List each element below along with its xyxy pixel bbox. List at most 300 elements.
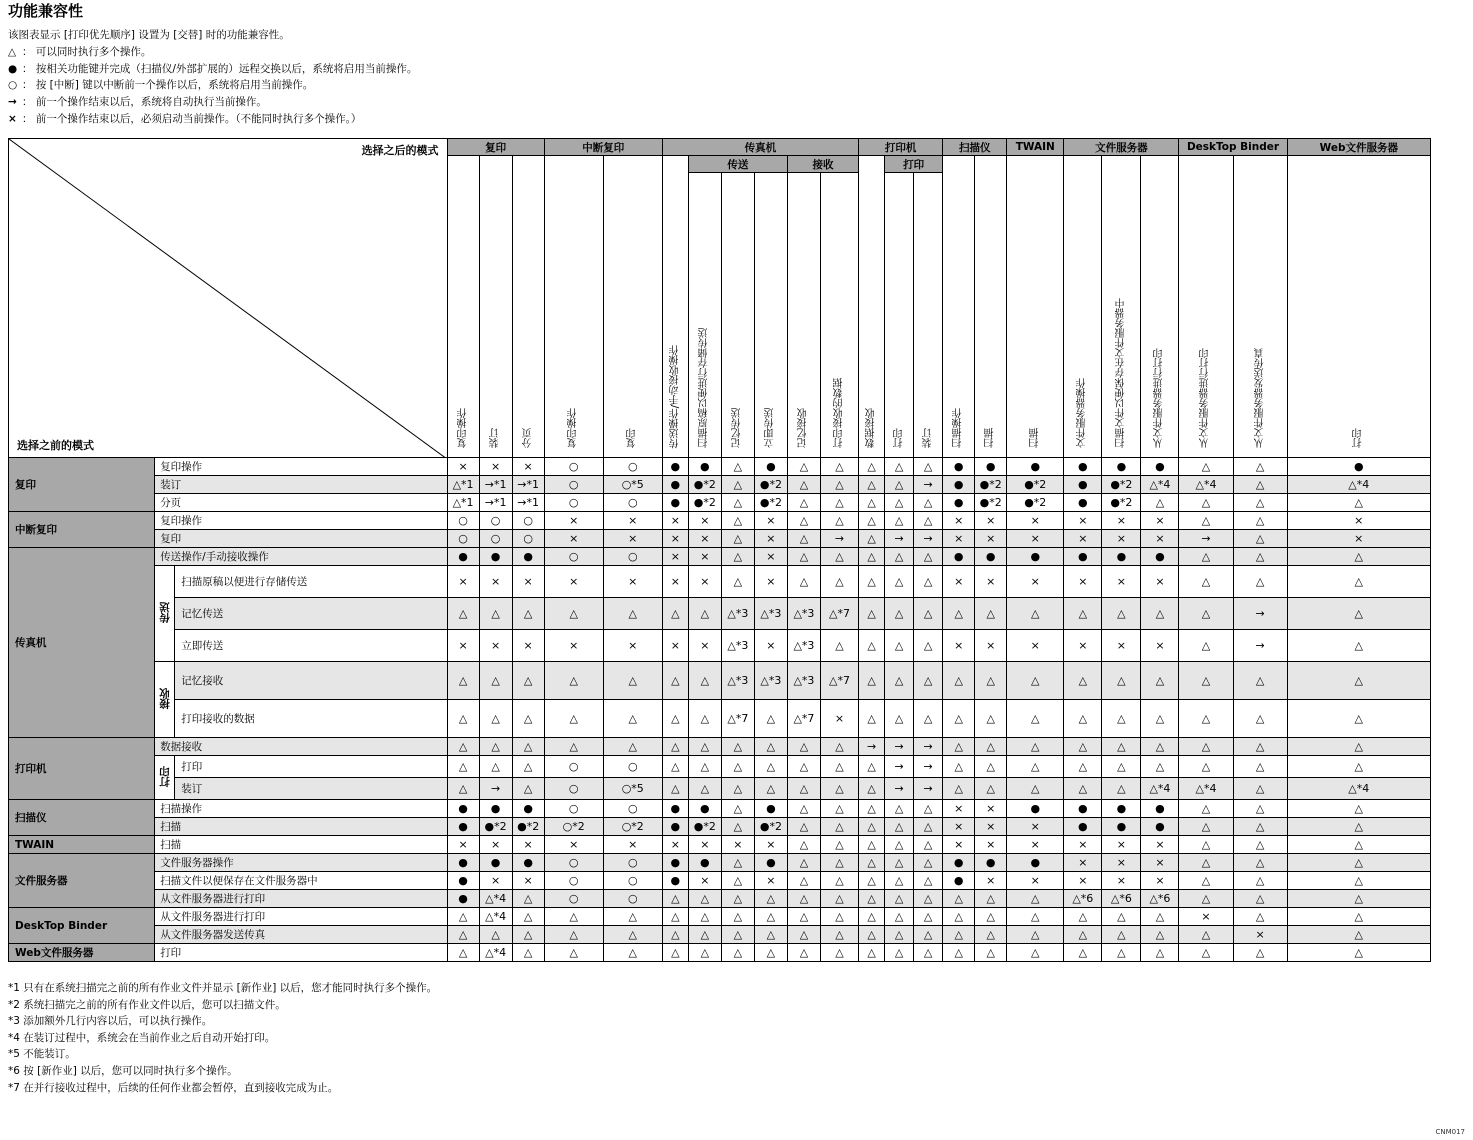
- compat-cell: △: [1287, 738, 1430, 756]
- compat-cell: △: [1141, 494, 1179, 512]
- compat-cell: ×: [1102, 530, 1141, 548]
- compat-cell: ×: [603, 512, 662, 530]
- compat-cell: ○: [544, 458, 603, 476]
- compat-cell: △*4: [1287, 778, 1430, 800]
- compat-cell: △: [1233, 778, 1287, 800]
- compat-cell: △: [859, 566, 885, 598]
- table-row: [9, 818, 1431, 836]
- compat-cell: △: [787, 944, 820, 962]
- compat-cell: △: [512, 598, 544, 630]
- compat-cell: →*1: [512, 494, 544, 512]
- compat-cell: △: [721, 800, 754, 818]
- compat-cell: ○*2: [544, 818, 603, 836]
- compat-cell: △: [721, 756, 754, 778]
- compat-cell: ●*2: [688, 818, 721, 836]
- compat-cell: △: [1064, 738, 1102, 756]
- compat-cell: △: [885, 944, 914, 962]
- compat-cell: △: [1007, 756, 1064, 778]
- row-label: 记忆传送: [175, 598, 447, 630]
- group-copy: 复印: [447, 139, 544, 156]
- row-label: 扫描: [155, 836, 447, 854]
- compat-cell: △: [787, 738, 820, 756]
- compat-cell: △: [1179, 738, 1233, 756]
- compat-cell: ●: [662, 800, 688, 818]
- compat-cell: ●: [662, 854, 688, 872]
- compat-cell: △: [820, 908, 858, 926]
- compat-cell: ○: [544, 800, 603, 818]
- compat-cell: △: [544, 926, 603, 944]
- compat-cell: ●: [1141, 548, 1179, 566]
- compat-cell: ○: [447, 512, 479, 530]
- row-label: 打印接收的数据: [175, 700, 447, 738]
- compat-cell: △*4: [1141, 778, 1179, 800]
- compat-cell: △: [914, 800, 943, 818]
- compat-cell: ●: [662, 458, 688, 476]
- compat-cell: ●: [1007, 800, 1064, 818]
- compat-cell: ×: [512, 836, 544, 854]
- row-label: 立即传送: [175, 630, 447, 662]
- compat-cell: △: [721, 890, 754, 908]
- compat-cell: ×: [662, 548, 688, 566]
- row-label: 文件服务器操作: [155, 854, 447, 872]
- compat-cell: △: [859, 476, 885, 494]
- compat-cell: △*6: [1064, 890, 1102, 908]
- compat-cell: ×: [1064, 566, 1102, 598]
- compat-cell: △: [662, 944, 688, 962]
- compat-cell: △*1: [447, 494, 479, 512]
- compat-cell: △: [820, 872, 858, 890]
- compat-cell: △: [975, 738, 1007, 756]
- compat-cell: △: [787, 778, 820, 800]
- compat-cell: △: [1102, 778, 1141, 800]
- compat-cell: △: [1287, 872, 1430, 890]
- compat-cell: △: [885, 598, 914, 630]
- legend-item: → ： 前一个操作结束以后，系统将自动执行当前操作。: [8, 94, 417, 111]
- compat-cell: △: [787, 854, 820, 872]
- compat-cell: △: [603, 944, 662, 962]
- compat-cell: ○: [544, 778, 603, 800]
- compat-cell: △: [1007, 662, 1064, 700]
- compat-cell: △: [1233, 494, 1287, 512]
- compat-cell: ×: [754, 512, 787, 530]
- compat-cell: △: [1102, 700, 1141, 738]
- compat-cell: ●: [512, 800, 544, 818]
- compat-cell: ●: [447, 800, 479, 818]
- compat-cell: △: [662, 926, 688, 944]
- compat-cell: ×: [447, 630, 479, 662]
- compat-cell: ●: [1287, 458, 1430, 476]
- compat-cell: △: [859, 700, 885, 738]
- compat-cell: △: [1233, 872, 1287, 890]
- compat-cell: △: [859, 494, 885, 512]
- compat-cell: ○*2: [603, 818, 662, 836]
- compat-cell: ●: [688, 458, 721, 476]
- compat-cell: ○: [544, 494, 603, 512]
- group-web: Web文件服务器: [1287, 139, 1430, 156]
- group-scanner: 扫描仪: [943, 139, 1007, 156]
- compat-cell: △: [820, 818, 858, 836]
- compat-cell: △: [447, 662, 479, 700]
- compat-cell: △: [721, 778, 754, 800]
- compat-cell: △: [1179, 756, 1233, 778]
- compat-cell: ●: [479, 548, 512, 566]
- compat-cell: △: [512, 890, 544, 908]
- compat-cell: △: [688, 700, 721, 738]
- compat-cell: ×: [1102, 854, 1141, 872]
- row-group-label: TWAIN: [9, 836, 155, 854]
- col-header: 打印: [885, 173, 914, 458]
- compat-cell: ●: [479, 800, 512, 818]
- compat-cell: △: [1233, 818, 1287, 836]
- col-header: 从文件服务器进行打印: [1179, 156, 1233, 458]
- compat-cell: △*3: [721, 662, 754, 700]
- compat-cell: ●*2: [754, 476, 787, 494]
- compat-cell: △: [1007, 926, 1064, 944]
- compat-cell: △: [1179, 854, 1233, 872]
- compat-cell: △: [820, 944, 858, 962]
- table-row: [9, 598, 1431, 630]
- compat-cell: △: [787, 818, 820, 836]
- compat-cell: ●: [1064, 800, 1102, 818]
- compat-cell: ●: [447, 854, 479, 872]
- compat-cell: △: [820, 548, 858, 566]
- compat-cell: △*6: [1102, 890, 1141, 908]
- cross-icon: ×: [8, 112, 17, 125]
- compat-cell: △: [544, 598, 603, 630]
- compat-cell: △: [914, 926, 943, 944]
- compat-cell: ○: [544, 872, 603, 890]
- compat-cell: ●*2: [1102, 494, 1141, 512]
- compat-cell: △*4: [1179, 778, 1233, 800]
- compat-cell: △: [1141, 598, 1179, 630]
- table-row: [9, 872, 1431, 890]
- compat-cell: ●*2: [975, 494, 1007, 512]
- compat-cell: ×: [975, 800, 1007, 818]
- compat-cell: △: [512, 662, 544, 700]
- row-label: 装订: [175, 778, 447, 800]
- compat-cell: ×: [447, 836, 479, 854]
- compat-cell: ●: [447, 548, 479, 566]
- compat-cell: →*1: [479, 494, 512, 512]
- compat-cell: ●: [943, 854, 975, 872]
- row-subgroup-label: 传送: [155, 566, 175, 662]
- table-row: [9, 458, 1431, 476]
- row-label: 传送操作/手动接收操作: [155, 548, 447, 566]
- compat-cell: △: [859, 662, 885, 700]
- compat-cell: ×: [1141, 630, 1179, 662]
- compat-cell: △: [885, 458, 914, 476]
- compat-cell: ×: [1102, 872, 1141, 890]
- legend-intro: 该图表显示 [打印优先顺序] 设置为 [交替] 时的功能兼容性。: [8, 29, 290, 41]
- compat-cell: ●: [1102, 548, 1141, 566]
- compat-cell: △: [859, 944, 885, 962]
- compat-cell: ×: [943, 818, 975, 836]
- compat-cell: →: [859, 738, 885, 756]
- compat-cell: ×: [662, 512, 688, 530]
- table-row: [9, 800, 1431, 818]
- compat-cell: →: [1233, 598, 1287, 630]
- col-header: 文件服务器操作: [1064, 156, 1102, 458]
- compat-cell: △: [1287, 566, 1430, 598]
- compat-cell: △: [1102, 756, 1141, 778]
- compat-cell: △: [662, 778, 688, 800]
- compat-cell: ○: [544, 756, 603, 778]
- compatibility-table: [8, 138, 1431, 962]
- compat-cell: ×: [688, 566, 721, 598]
- table-row: [9, 662, 1431, 700]
- table-row: [9, 926, 1431, 944]
- table-row: [9, 630, 1431, 662]
- compat-cell: △: [1233, 738, 1287, 756]
- row-label: 从文件服务器进行打印: [155, 908, 447, 926]
- compat-cell: ●: [1102, 458, 1141, 476]
- compat-cell: △: [544, 944, 603, 962]
- compat-cell: →: [1179, 530, 1233, 548]
- compat-cell: △: [1007, 700, 1064, 738]
- compat-cell: △: [914, 890, 943, 908]
- col-header: 分页: [512, 156, 544, 458]
- compat-cell: △: [885, 800, 914, 818]
- compat-cell: △*3: [721, 598, 754, 630]
- compat-cell: ×: [688, 872, 721, 890]
- compat-cell: ●: [447, 818, 479, 836]
- compat-cell: △: [447, 738, 479, 756]
- table-row: [9, 476, 1431, 494]
- compat-cell: △: [914, 494, 943, 512]
- table-body: [9, 458, 1431, 962]
- after-mode-label: 选择之后的模式: [361, 144, 439, 157]
- col-header: 扫描原稿以便进行存储传送: [688, 173, 721, 458]
- compat-cell: ×: [1007, 512, 1064, 530]
- compat-cell: △: [512, 738, 544, 756]
- compat-cell: △: [914, 908, 943, 926]
- compat-cell: △: [1287, 890, 1430, 908]
- compat-cell: ○: [603, 458, 662, 476]
- compat-cell: △*4: [1141, 476, 1179, 494]
- row-label: 打印: [155, 944, 447, 962]
- compat-cell: △: [447, 700, 479, 738]
- compat-cell: △: [754, 756, 787, 778]
- col-header: 立即传送: [754, 173, 787, 458]
- row-label: 扫描: [155, 818, 447, 836]
- compat-cell: →: [914, 778, 943, 800]
- compat-cell: △*1: [447, 476, 479, 494]
- compat-cell: △: [820, 800, 858, 818]
- compat-cell: △: [721, 530, 754, 548]
- compat-cell: △: [662, 700, 688, 738]
- compat-cell: ○: [544, 890, 603, 908]
- compat-cell: △: [787, 756, 820, 778]
- compat-cell: ●*2: [1007, 476, 1064, 494]
- compat-cell: △: [688, 756, 721, 778]
- compat-cell: △: [859, 778, 885, 800]
- compat-cell: ×: [943, 530, 975, 548]
- col-header: 扫描: [975, 156, 1007, 458]
- compat-cell: ×: [943, 566, 975, 598]
- compat-cell: △: [1007, 908, 1064, 926]
- compat-cell: ×: [544, 512, 603, 530]
- compat-cell: △: [859, 926, 885, 944]
- compat-cell: ●: [447, 872, 479, 890]
- compat-cell: △: [512, 700, 544, 738]
- table-row: [9, 836, 1431, 854]
- compat-cell: △: [1233, 800, 1287, 818]
- compat-cell: ×: [754, 872, 787, 890]
- compat-cell: ●: [662, 818, 688, 836]
- compat-cell: ×: [754, 836, 787, 854]
- compat-cell: ×: [512, 566, 544, 598]
- compat-cell: △: [859, 598, 885, 630]
- compat-cell: ●*2: [975, 476, 1007, 494]
- compat-cell: △: [914, 598, 943, 630]
- compat-cell: △: [820, 854, 858, 872]
- row-label: 数据接收: [155, 738, 447, 756]
- compat-cell: ×: [544, 630, 603, 662]
- compat-cell: △: [1233, 476, 1287, 494]
- compat-cell: △: [787, 890, 820, 908]
- compat-cell: ○: [603, 890, 662, 908]
- compat-cell: ○: [544, 548, 603, 566]
- compat-cell: △: [721, 854, 754, 872]
- triangle-icon: △: [8, 45, 17, 58]
- row-label: 复印: [155, 530, 447, 548]
- compat-cell: △: [603, 700, 662, 738]
- legend-item: ● ： 按相关功能键并完成（扫描仪/外部扩展的）远程交换以后，系统将启用当前操作。: [8, 61, 417, 78]
- compat-cell: △: [603, 908, 662, 926]
- compat-cell: ×: [479, 566, 512, 598]
- compat-cell: △*7: [820, 662, 858, 700]
- compat-cell: △: [885, 630, 914, 662]
- compat-cell: △: [914, 630, 943, 662]
- compat-cell: △*4: [1287, 476, 1430, 494]
- compat-cell: △: [859, 512, 885, 530]
- compat-cell: ×: [1102, 630, 1141, 662]
- compat-cell: ×: [512, 458, 544, 476]
- compat-cell: △*3: [787, 598, 820, 630]
- compat-cell: △: [447, 756, 479, 778]
- compat-cell: ○: [512, 530, 544, 548]
- compat-cell: ×: [1102, 512, 1141, 530]
- compat-cell: △: [1179, 512, 1233, 530]
- compat-cell: ×: [975, 872, 1007, 890]
- compat-cell: △: [662, 756, 688, 778]
- compat-cell: △: [1179, 548, 1233, 566]
- compat-cell: ●*2: [754, 494, 787, 512]
- compat-cell: △: [975, 662, 1007, 700]
- footnote: *4 在装订过程中，系统会在当前作业之后自动开始打印。: [8, 1031, 276, 1044]
- compat-cell: △: [820, 566, 858, 598]
- compat-cell: ×: [1064, 872, 1102, 890]
- compat-cell: △: [1102, 662, 1141, 700]
- compat-cell: △: [447, 908, 479, 926]
- compat-cell: △: [721, 926, 754, 944]
- compat-cell: △: [859, 818, 885, 836]
- compat-cell: ●: [688, 854, 721, 872]
- row-group-label: 中断复印: [9, 512, 155, 548]
- footnotes: [8, 980, 437, 1096]
- compat-cell: △*6: [1141, 890, 1179, 908]
- compat-cell: →: [885, 738, 914, 756]
- compat-cell: △: [1179, 890, 1233, 908]
- compat-cell: →: [1233, 630, 1287, 662]
- compat-cell: △: [1233, 512, 1287, 530]
- compat-cell: ×: [662, 630, 688, 662]
- compat-cell: △: [820, 778, 858, 800]
- compat-cell: ×: [688, 512, 721, 530]
- compat-cell: ○: [603, 548, 662, 566]
- compat-cell: →*1: [512, 476, 544, 494]
- compat-cell: △: [859, 630, 885, 662]
- compat-cell: △: [1233, 854, 1287, 872]
- compat-cell: ○*5: [603, 778, 662, 800]
- compat-cell: △: [754, 890, 787, 908]
- row-group-label: Web文件服务器: [9, 944, 155, 962]
- compat-cell: △: [885, 890, 914, 908]
- table-row: [9, 548, 1431, 566]
- compat-cell: △: [943, 908, 975, 926]
- row-label: 记忆接收: [175, 662, 447, 700]
- compat-cell: △: [447, 598, 479, 630]
- compat-cell: △: [721, 476, 754, 494]
- compat-cell: △: [914, 662, 943, 700]
- compat-cell: ●: [447, 890, 479, 908]
- compat-cell: △: [1179, 630, 1233, 662]
- compat-cell: ×: [479, 458, 512, 476]
- compat-cell: ×: [1179, 908, 1233, 926]
- compat-cell: △: [1287, 818, 1430, 836]
- compat-cell: △: [688, 908, 721, 926]
- compat-cell: △: [1007, 778, 1064, 800]
- compat-cell: △: [754, 944, 787, 962]
- compat-cell: △: [721, 566, 754, 598]
- compat-cell: ×: [512, 630, 544, 662]
- compat-cell: △: [1233, 458, 1287, 476]
- compat-cell: ●*2: [1102, 476, 1141, 494]
- table-row: [9, 778, 1431, 800]
- compat-cell: △*3: [754, 662, 787, 700]
- compat-cell: △: [820, 494, 858, 512]
- table-row: [9, 756, 1431, 778]
- compat-cell: △: [603, 926, 662, 944]
- compat-cell: △: [1179, 800, 1233, 818]
- compat-cell: △: [787, 908, 820, 926]
- compat-cell: △: [885, 926, 914, 944]
- compat-cell: △: [943, 890, 975, 908]
- compat-cell: △: [975, 926, 1007, 944]
- row-label: 从文件服务器发送传真: [155, 926, 447, 944]
- row-group-label: 扫描仪: [9, 800, 155, 836]
- compat-cell: △: [1064, 756, 1102, 778]
- compat-cell: △: [859, 890, 885, 908]
- row-subgroup-label: 打印: [155, 756, 175, 800]
- compat-cell: △: [1007, 944, 1064, 962]
- compat-cell: △: [1287, 630, 1430, 662]
- compat-cell: △: [1141, 700, 1179, 738]
- compat-cell: △: [1141, 944, 1179, 962]
- footnote: *1 只有在系统扫描完之前的所有作业文件并显示 [新作业] 以后，您才能同时执行多个操作。: [8, 982, 438, 994]
- compat-cell: →: [885, 530, 914, 548]
- compat-cell: △: [721, 872, 754, 890]
- compat-cell: △: [1179, 836, 1233, 854]
- compat-cell: △: [885, 662, 914, 700]
- compat-cell: △: [885, 872, 914, 890]
- compat-cell: △: [787, 530, 820, 548]
- compat-cell: △: [1007, 890, 1064, 908]
- compat-cell: △: [512, 944, 544, 962]
- compat-cell: ×: [662, 566, 688, 598]
- compat-cell: ●*2: [688, 476, 721, 494]
- compat-cell: △: [512, 926, 544, 944]
